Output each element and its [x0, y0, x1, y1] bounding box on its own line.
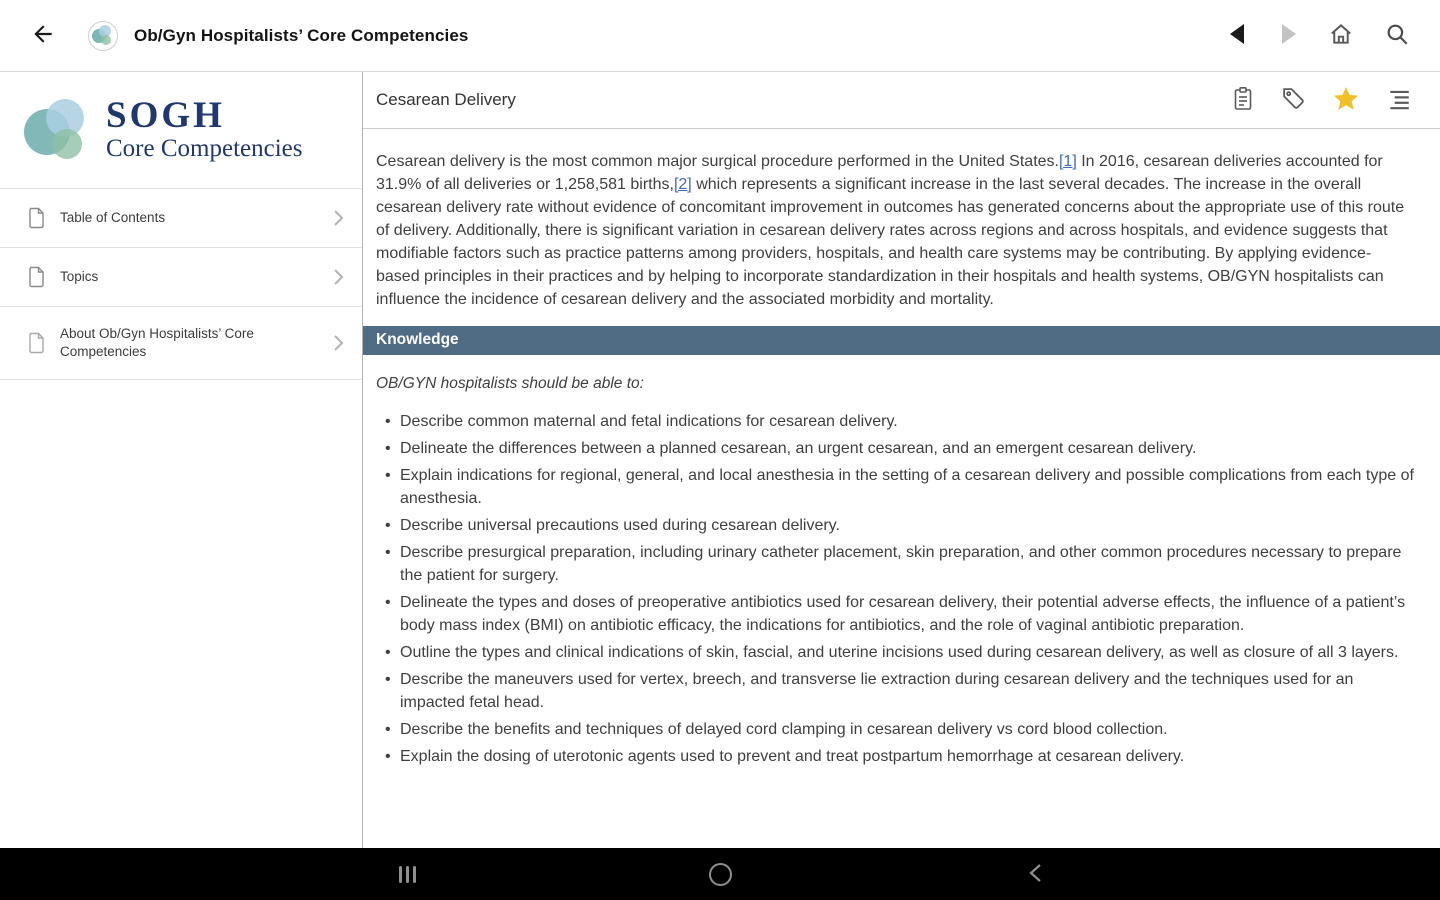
content-header-actions: [1231, 85, 1412, 116]
star-icon: [1332, 85, 1360, 116]
lead-in-text: OB/GYN hospitalists should be able to:: [376, 375, 644, 392]
sidebar: [0, 72, 363, 848]
intro-text: In 2016, cesarean deliveries accounted for 31.9% of all deliveries or 1,258,581 births,: [376, 153, 1383, 193]
competency-bullet: • Describe the benefits and techniques of delayed cord clamping in cesarean delivery vs cord blood collection.: [384, 718, 1414, 741]
sidebar-item-about[interactable]: [0, 307, 362, 380]
nav-previous-button[interactable]: [1228, 22, 1248, 49]
chevron-right-icon: [332, 334, 344, 352]
content-header: [363, 72, 1440, 129]
chevron-right-icon: [332, 268, 344, 286]
android-back-button[interactable]: [995, 848, 1075, 900]
info-document-icon: [26, 332, 46, 354]
notes-button[interactable]: [1231, 86, 1255, 115]
document-icon: [26, 207, 46, 229]
brand-subtitle: Core Competencies: [106, 134, 303, 162]
tag-icon: [1281, 86, 1306, 114]
sidebar-item-label: Table of Contents: [60, 210, 166, 225]
competency-bullet: • Outline the types and clinical indications of skin, fascial, and uterine incisions used during cesarean delivery, as well as closure of all 3 layers.: [384, 641, 1414, 664]
triangle-left-icon: [1228, 22, 1248, 49]
android-home-button[interactable]: [680, 848, 760, 900]
home-button[interactable]: [1328, 21, 1354, 50]
competency-bullet: • Explain indications for regional, general, and local anesthesia in the setting of a cesarean delivery and possible complications from each type of anesthesia.: [384, 464, 1414, 510]
app-logo-icon: [88, 21, 118, 51]
outline-button[interactable]: [1386, 86, 1412, 115]
competency-list: [363, 410, 1440, 768]
app-title: Ob/Gyn Hospitalists’ Core Competencies: [134, 25, 469, 45]
home-icon: [1328, 21, 1354, 50]
competency-bullet: • Describe common maternal and fetal indications for cesarean delivery.: [384, 410, 1414, 433]
triangle-right-icon: [1278, 22, 1298, 49]
topbar-actions: [1228, 21, 1410, 50]
reference-link-2[interactable]: [2]: [673, 176, 692, 193]
content-pane[interactable]: [363, 72, 1440, 848]
top-bar: [0, 0, 1440, 72]
home-circle-icon: [709, 863, 732, 886]
competency-bullet: • Describe presurgical preparation, including urinary catheter placement, skin preparation, and other common procedures necessary to prepare the patient for surgery.: [384, 541, 1414, 587]
recents-button[interactable]: [368, 848, 448, 900]
outline-list-icon: [1386, 86, 1412, 115]
competency-bullet: • Explain the dosing of uterotonic agents used to prevent and treat postpartum hemorrhage at cesarean delivery.: [384, 745, 1414, 768]
back-chevron-icon: [1029, 863, 1042, 886]
android-nav-bar: [0, 848, 1440, 900]
sidebar-menu: [0, 189, 362, 380]
article-body: [363, 129, 1440, 768]
sidebar-item-label: About Ob/Gyn Hospitalists’ Core Competencies: [60, 326, 254, 359]
intro-text: which represents a significant increase in the last several decades. The increase in the overall cesarean delivery rate without evidence of concomitant improvement in outcomes has generated concerns about the appropriate use of this route of delivery. Additionally, there is significant variation in cesarean delivery rates across regions and across hospitals, and evidence suggests that modifiable factors such as practice patterns among providers, hospitals, and health care systems may be contributing. By applying evidence-based principles in their practices and by helping to incorporate standardization in their hospitals and health systems, OB/GYN hospitalists can influence the incidence of cesarean delivery and the associated morbidity and mortality.: [376, 176, 1405, 308]
knowledge-section-header: Knowledge: [363, 326, 1440, 355]
brand-title: SOGH: [106, 94, 225, 136]
back-arrow-icon: [30, 21, 56, 50]
recents-icon: [399, 866, 416, 883]
reference-link-1[interactable]: [1]: [1058, 153, 1077, 170]
sidebar-item-topics[interactable]: [0, 248, 362, 307]
intro-text: Cesarean delivery is the most common major surgical procedure performed in the United States.: [376, 153, 1059, 170]
sidebar-item-label: Topics: [60, 269, 99, 284]
tag-button[interactable]: [1281, 86, 1306, 114]
nav-next-button[interactable]: [1278, 22, 1298, 49]
chevron-right-icon: [332, 209, 344, 227]
sogh-logo-icon: [24, 97, 90, 163]
brand-header: [0, 72, 362, 189]
document-icon: [26, 266, 46, 288]
competency-bullet: • Describe the maneuvers used for vertex, breech, and transverse lie extraction during cesarean delivery and the techniques used for an impacted fetal head.: [384, 668, 1414, 714]
favorite-button[interactable]: [1332, 85, 1360, 116]
search-icon: [1384, 21, 1410, 50]
competency-bullet: • Delineate the types and doses of preoperative antibiotics used for cesarean delivery, their potential adverse effects, the influence of a patient’s body mass index (BMI) on antibiotic efficacy, the indications for antibiotics, and the role of vaginal antibiotic preparation.: [384, 591, 1414, 637]
clipboard-icon: [1231, 86, 1255, 115]
search-button[interactable]: [1384, 21, 1410, 50]
intro-paragraph: [363, 150, 1440, 311]
competency-bullet: • Describe universal precautions used during cesarean delivery.: [384, 514, 1414, 537]
back-button[interactable]: [28, 21, 58, 51]
competency-bullet: • Delineate the differences between a planned cesarean, an urgent cesarean, and an emergent cesarean delivery.: [384, 437, 1414, 460]
page-title: Cesarean Delivery: [376, 90, 516, 109]
sidebar-item-table-of-contents[interactable]: [0, 189, 362, 248]
